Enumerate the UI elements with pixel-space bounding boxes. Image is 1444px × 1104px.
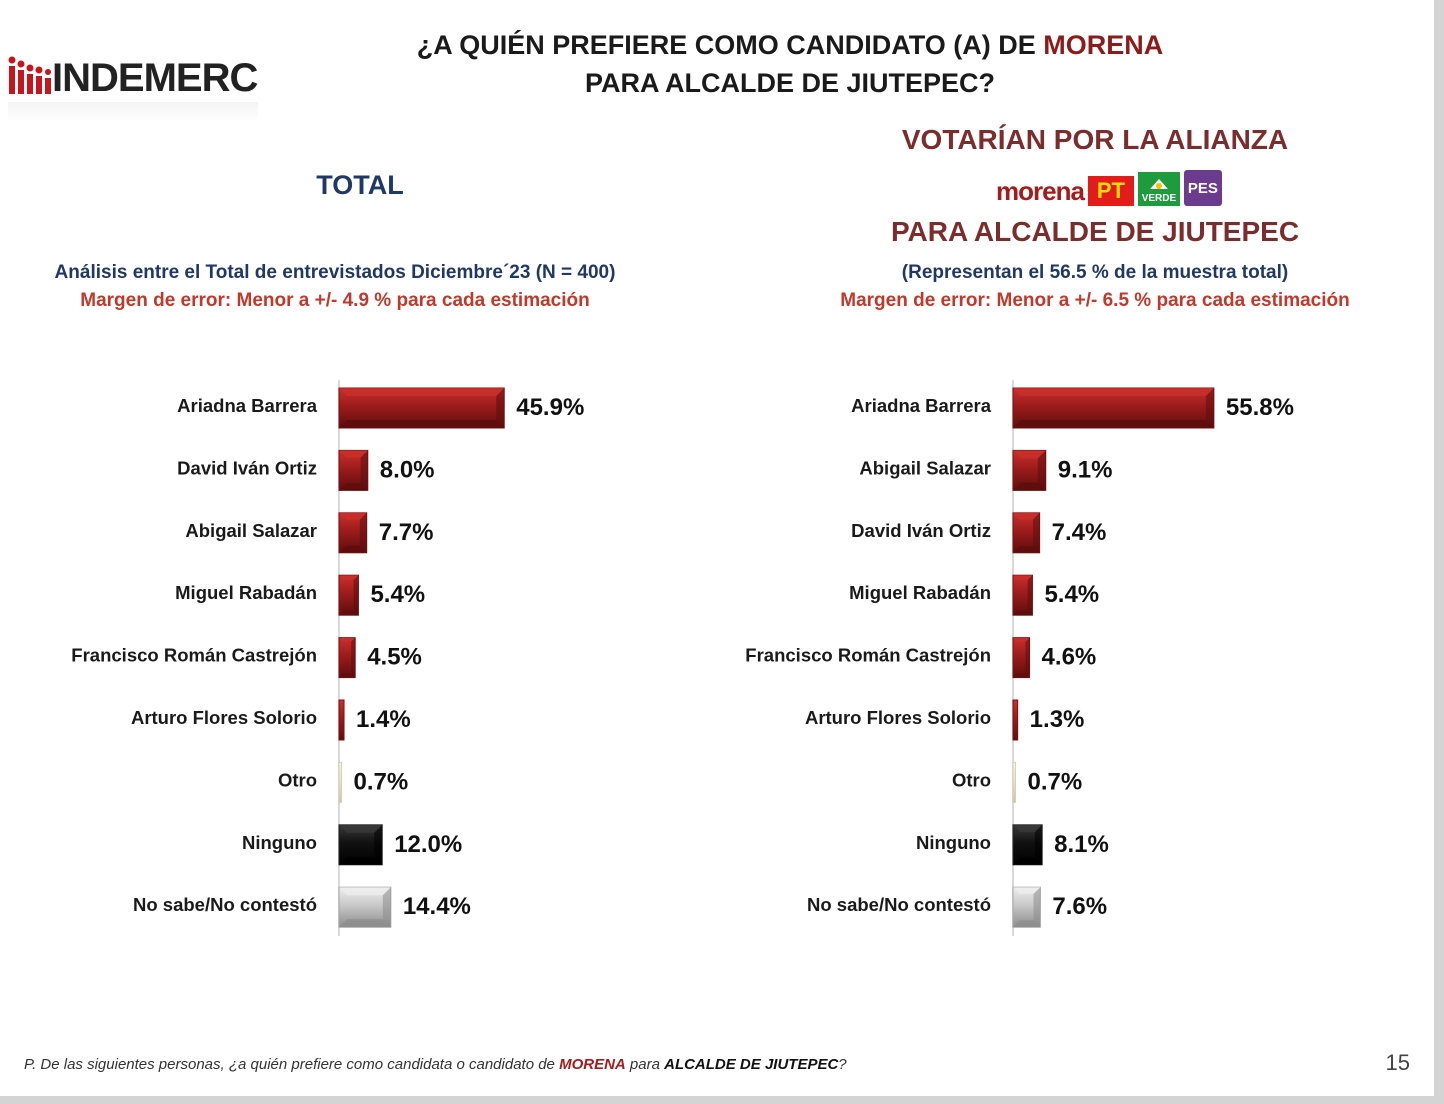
value-label: 1.3% (1029, 706, 1085, 733)
value-label: 0.7% (1027, 768, 1083, 796)
bar (339, 700, 344, 740)
bar-bevel-top (339, 887, 391, 895)
value-label: 8.1% (1054, 830, 1109, 858)
chart-alianza-svg (720, 370, 1430, 940)
chart-total (0, 370, 720, 940)
logo-reflection (8, 102, 258, 122)
value-label: 4.6% (1041, 643, 1097, 671)
bar (1013, 762, 1016, 802)
value-label: 5.4% (370, 581, 426, 609)
category-label: Ariadna Barrera (851, 395, 991, 416)
logo-bars-icon (8, 52, 52, 98)
party-logos (996, 168, 1222, 206)
pes-logo: PES (1184, 170, 1222, 206)
page-title (340, 26, 1240, 102)
chart-total-svg (0, 370, 720, 940)
category-label: No sabe/No contestó (807, 894, 991, 916)
footnote-prefix: P. De las siguientes personas, ¿a quién prefiere como candidata o candidato de (24, 1056, 560, 1073)
bottom-border (0, 1096, 1444, 1104)
bar-bevel-right (1033, 513, 1040, 553)
category-label: Arturo Flores Solorio (130, 707, 317, 728)
right-panel-margin: Margen de error: Menor a +/- 6.5 % para cada estimación (840, 290, 1350, 311)
footnote-middle: para (625, 1056, 665, 1073)
page-number: 15 (1385, 1050, 1410, 1075)
value-label: 7.7% (378, 518, 434, 546)
category-label: Ariadna Barrera (177, 395, 317, 416)
morena-logo: morena (996, 176, 1084, 206)
category-label: Abigail Salazar (859, 457, 991, 479)
category-label: Otro (951, 769, 991, 791)
title-line1: ¿A QUIÉN PREFIERE COMO CANDIDATO (A) DE (416, 30, 1044, 60)
value-label: 5.4% (1044, 581, 1100, 609)
footnote (24, 1056, 847, 1073)
category-label: No sabe/No contestó (133, 894, 317, 916)
category-label: Miguel Rabadán (175, 582, 317, 604)
right-panel-subtitle: (Representan el 56.5 % de la muestra total) (901, 262, 1289, 283)
value-label: 0.7% (353, 768, 409, 796)
value-label: 12.0% (394, 830, 463, 858)
bar (339, 762, 342, 802)
category-label: Arturo Flores Solorio (804, 707, 991, 728)
bar-bevel-right (360, 513, 367, 553)
value-label: 55.8% (1225, 394, 1294, 421)
left-panel-subtitle: Análisis entre el Total de entrevistados Diciembre´23 (N = 400) (54, 262, 616, 283)
category-label: Francisco Román Castrejón (745, 644, 991, 666)
verde-logo-text: VERDE (1141, 193, 1177, 204)
footnote-suffix: ? (838, 1056, 847, 1073)
bar (1013, 700, 1018, 740)
value-label: 1.4% (356, 706, 411, 733)
pt-logo: PT (1088, 176, 1134, 206)
bar-bevel-top (339, 388, 504, 396)
left-panel-margin: Margen de error: Menor a +/- 4.9 % para cada estimación (80, 290, 590, 311)
value-label: 14.4% (402, 893, 471, 921)
toucan-icon (1148, 177, 1170, 193)
right-border (1434, 0, 1444, 1104)
footnote-bold: ALCALDE DE JIUTEPEC (664, 1056, 839, 1073)
category-label: Francisco Román Castrejón (71, 644, 317, 666)
right-panel-heading-2: PARA ALCALDE DE JIUTEPEC (890, 216, 1300, 247)
category-label: Miguel Rabadán (849, 582, 991, 604)
logo-text: INDEMERC (52, 56, 258, 100)
verde-logo (1138, 172, 1180, 206)
chart-alianza (720, 370, 1430, 940)
title-line2: PARA ALCALDE DE JIUTEPEC? (584, 68, 996, 98)
bar-bevel-right (1025, 638, 1029, 678)
value-label: 45.9% (516, 394, 585, 421)
value-label: 9.1% (1057, 456, 1113, 484)
bar-bevel-top (1013, 388, 1214, 396)
indemerc-logo (8, 48, 268, 128)
category-label: Abigail Salazar (185, 519, 317, 541)
chart-alianza-group (745, 380, 1294, 936)
bar-bevel-right (351, 638, 355, 678)
footnote-morena: MORENA (559, 1056, 626, 1073)
category-label: Ninguno (915, 831, 991, 853)
value-label: 4.5% (367, 643, 422, 671)
value-label: 7.4% (1051, 518, 1107, 546)
value-label: 7.6% (1052, 893, 1108, 921)
left-panel-heading: TOTAL (316, 170, 404, 200)
category-label: Otro (277, 769, 317, 791)
bar-bevel-bottom (339, 919, 391, 927)
bar-bevel-bottom (339, 420, 504, 428)
value-label: 8.0% (379, 456, 435, 484)
bar-bevel-right (1034, 887, 1041, 927)
category-label: Ninguno (241, 831, 317, 853)
bar-bevel-right (354, 575, 359, 615)
category-label: David Iván Ortiz (177, 457, 317, 479)
bar-bevel-bottom (1013, 420, 1214, 428)
right-panel-heading: VOTARÍAN POR LA ALIANZA (901, 124, 1289, 155)
bar-bevel-right (1028, 575, 1033, 615)
category-label: David Iván Ortiz (851, 519, 991, 541)
title-accent: MORENA (1043, 30, 1164, 60)
